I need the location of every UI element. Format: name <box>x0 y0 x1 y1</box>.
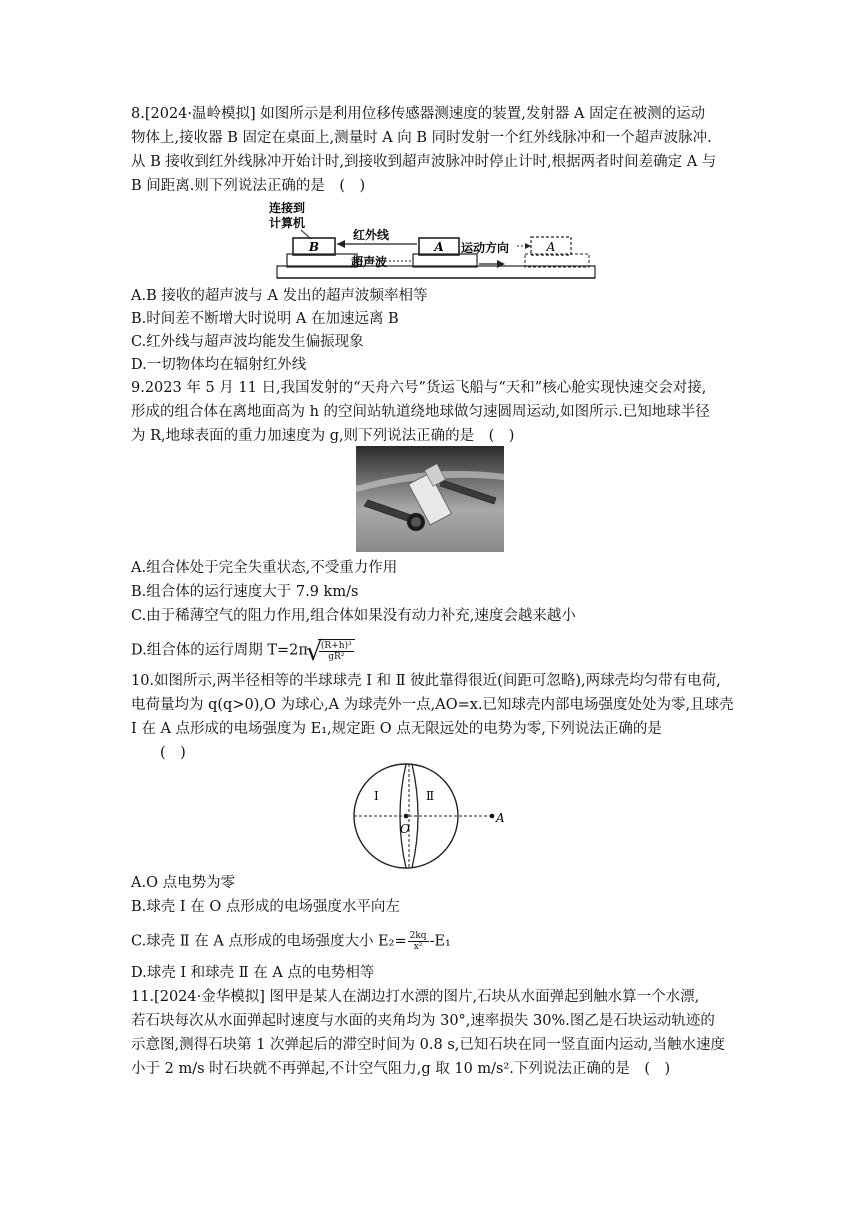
q8-stem-line-3: 从 B 接收到红外线脉冲开始计时,到接收到超声波脉冲时停止计时,根据两者时间差确定 A 与 <box>131 154 717 170</box>
q10-option-b: B.球壳 Ⅰ 在 O 点形成的电场强度水平向左 <box>131 899 400 915</box>
emitter-base <box>413 254 477 267</box>
q9-option-a: A.组合体处于完全失重状态,不受重力作用 <box>131 560 398 576</box>
computer-label-2: 计算机 <box>269 216 306 230</box>
q10-option-c <box>131 931 451 952</box>
q8-option-c: C.红外线与超声波均能发生偏振现象 <box>131 334 364 350</box>
q10-c-numerator: 2kq <box>409 931 427 941</box>
shell-i-label: Ⅰ <box>374 789 379 803</box>
q9-option-b: B.组合体的运行速度大于 7.9 km/s <box>131 584 359 600</box>
emitter-a-dashed-label: A <box>546 240 556 254</box>
o-label: O <box>400 822 410 836</box>
q8-stem-line-4: B 间距离.则下列说法正确的是 ( ) <box>131 178 366 194</box>
table-surface <box>277 266 595 278</box>
q10-stem-line-4: ( ) <box>160 745 186 761</box>
q11-stem-line-1: 11.[2024·金华模拟] 图甲是某人在湖边打水漂的图片,石块从水面弹起到触水算一个水漂, <box>131 989 700 1005</box>
q11-stem-line-3: 示意图,测得石块第 1 次弹起后的滞空时间为 0.8 s,已知石块在同一竖直面内运动,当触水速度 <box>131 1037 725 1053</box>
a-label: A <box>496 811 505 825</box>
ultrasonic-label: 超声波 <box>351 255 388 269</box>
q9-option-d-text: D.组合体的运行周期 T=2π <box>131 642 308 659</box>
point-a <box>490 814 495 819</box>
q10-stem-line-1: 10.如图所示,两半径相等的半球球壳 Ⅰ 和 Ⅱ 彼此靠得很近(间距可忽略),两球壳均匀带有电荷, <box>131 673 721 689</box>
receiver-base <box>287 254 357 267</box>
q10-option-c-text: C.球壳 Ⅱ 在 A 点形成的电场强度大小 E₂= <box>131 933 407 950</box>
q10-c-denominator: x² <box>413 942 423 952</box>
center-point-o <box>404 814 409 819</box>
q8-option-a: A.B 接收的超声波与 A 发出的超声波频率相等 <box>131 288 428 304</box>
q9-stem-line-2: 形成的组合体在离地面高为 h 的空间站轨道绕地球做匀速圆周运动,如图所示.已知地球半径 <box>131 404 710 420</box>
q9-stem-line-1: 9.2023 年 5 月 11 日,我国发射的“天舟六号”货运飞船与“天和”核心舱实现快速交会对接, <box>131 380 707 396</box>
q9-option-c: C.由于稀薄空气的阻力作用,组合体如果没有动力补充,速度会越来越小 <box>131 608 576 624</box>
q11-stem-line-4: 小于 2 m/s 时石块就不再弹起,不计空气阻力,g 取 10 m/s².下列说法正确的是 ( ) <box>131 1061 671 1077</box>
space-station-photo <box>356 446 504 552</box>
q8-option-d: D.一切物体均在辐射红外线 <box>131 357 307 373</box>
spherical-shell-diagram <box>350 760 520 872</box>
q8-sensor-diagram <box>265 198 600 280</box>
receiver-b-label: B <box>308 240 320 254</box>
q8-option-b: B.时间差不断增大时说明 A 在加速远离 B <box>131 311 399 327</box>
shell-ii-label: Ⅱ <box>426 789 435 803</box>
q10-option-c-suffix: -E₁ <box>429 933 451 950</box>
direction-label: 运动方向 <box>461 241 510 255</box>
infrared-label: 红外线 <box>353 228 390 242</box>
q8-stem-line-1: 8.[2024·温岭模拟] 如图所示是利用位移传感器测速度的装置,发射器 A 固定在被测的运动 <box>131 106 706 122</box>
computer-label-1: 连接到 <box>269 201 306 215</box>
q11-stem-line-2: 若石块每次从水面弹起时速度与水面的夹角均为 30°,速率损失 30%.图乙是石块运动轨迹的 <box>131 1013 715 1029</box>
q9-d-denominator: gR² <box>328 652 345 662</box>
q10-option-d: D.球壳 Ⅰ 和球壳 Ⅱ 在 A 点的电势相等 <box>131 965 375 981</box>
q9-stem-line-3: 为 R,地球表面的重力加速度为 g,则下列说法正确的是 ( ) <box>131 428 515 444</box>
q10-option-a: A.O 点电势为零 <box>131 875 236 891</box>
q9-d-numerator: √ (R+h)³ <box>320 641 352 651</box>
q9-option-d <box>131 639 355 662</box>
q10-stem-line-3: Ⅰ 在 A 点形成的电场强度为 E₁,规定距 O 点无限远处的电势为零,下列说法正确的是 <box>131 721 662 737</box>
q8-stem-line-2: 物体上,接收器 B 固定在桌面上,测量时 A 向 B 同时发射一个红外线脉冲和一个超声波脉冲. <box>131 130 712 146</box>
q10-stem-line-2: 电荷量均为 q(q>0),O 为球心,A 为球壳外一点,AO=x.已知球壳内部电场强度处处为零,且球壳 <box>131 697 734 713</box>
emitter-a-label: A <box>434 240 444 254</box>
sqrt-radical <box>308 639 355 662</box>
